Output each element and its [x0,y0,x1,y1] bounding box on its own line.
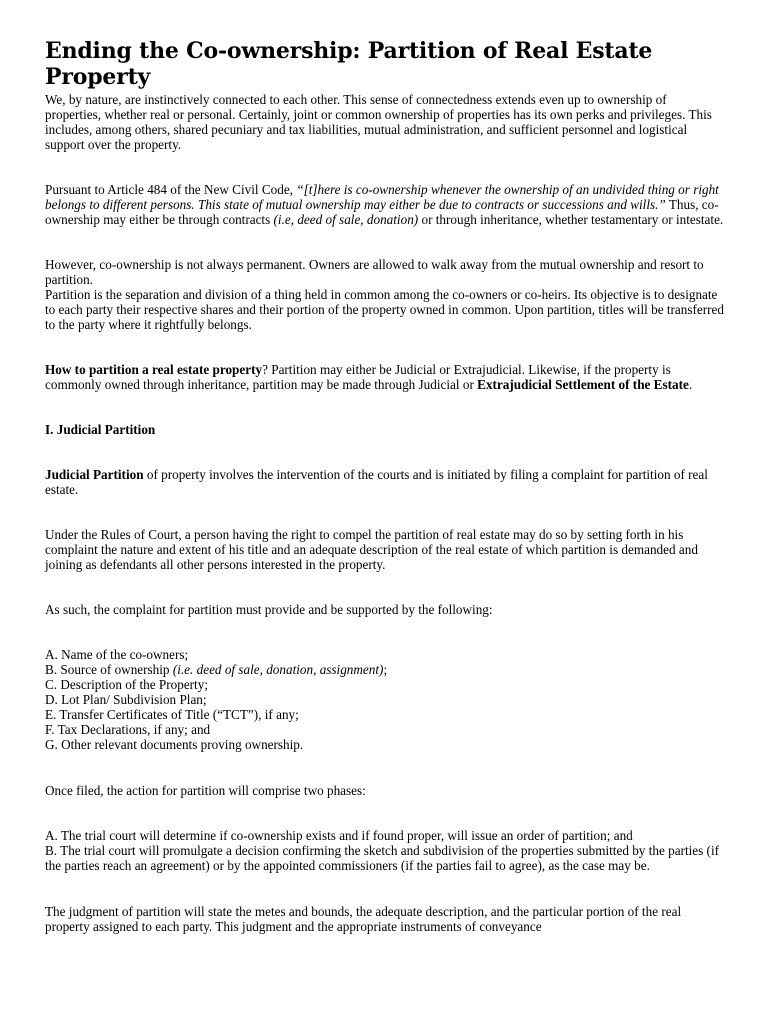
article-quote: “[t]here is co-ownership whenever the ownership of an undivided thing or right belongs to different persons. This state of mutual ownership may either be due to contracts or successions and wills.” [45,182,719,212]
requirements-list [45,647,725,752]
list-item-b-end: ; [383,662,388,677]
phases-list [45,828,725,873]
list-item: G. Other relevant documents proving ownership. [45,737,304,752]
partition-definition-paragraph: Partition is the separation and division of a thing held in common among the co-owners or co-heirs. Its objective is to designate to each party their respective shares and their portion of the property owned in common. Upon partition, titles will be transferred to the party where it rightfully belongs. [45,287,724,332]
list-item-b-italic: (i.e. deed of sale, donation, assignment) [172,662,384,677]
article-tail: or through inheritance, whether testamentary or intestate. [418,212,724,227]
page-title: Ending the Co-ownership: Partition of Real Estate Property [45,38,653,90]
permanence-paragraph: However, co-ownership is not always permanent. Owners are allowed to walk away from the mutual ownership and resort to partition. [45,257,704,287]
article-paren: (i.e, deed of sale, donation) [273,212,419,227]
how-to-paragraph [45,362,725,392]
intro-paragraph: We, by nature, are instinctively connected to each other. This sense of connectedness extends even up to ownership of properties, whether real or personal. Certainly, joint or common ownership of properties has its own perks and privileges. This includes, among others, shared pecuniary and tax liabilities, mutual administration, and sufficient personnel and logistical support over the property. [45,92,712,152]
article-484-paragraph [45,182,725,227]
how-to-lead: How to partition a real estate property [45,362,263,377]
complaint-intro-paragraph: As such, the complaint for partition must provide and be supported by the following: [45,602,493,617]
phases-intro-paragraph: Once filed, the action for partition will comprise two phases: [45,783,366,798]
how-to-bold-tail: Extrajudicial Settlement of the Estate [477,377,689,392]
judicial-paragraph [45,467,725,497]
list-item: E. Transfer Certificates of Title (“TCT”), if any; [45,707,299,722]
list-item: A. Name of the co-owners; [45,647,189,662]
document-page [45,38,725,934]
list-item: C. Description of the Property; [45,677,208,692]
article-mid: Thus, co-ownership may either be through contracts [45,197,719,227]
list-item-b-lead: B. Source of ownership [45,662,173,677]
list-item: D. Lot Plan/ Subdivision Plan; [45,692,207,707]
article-lead: Pursuant to Article 484 of the New Civil Code, [45,182,297,197]
section-heading-judicial: I. Judicial Partition [45,422,156,437]
how-to-end: . [688,377,693,392]
list-item: A. The trial court will determine if co-ownership exists and if found proper, will issue an order of partition; and [45,828,633,843]
list-item: F. Tax Declarations, if any; and [45,722,211,737]
how-to-text: ? Partition may either be Judicial or Extrajudicial. Likewise, if the property is commonly owned through inheritance, partition may be made through Judicial or [45,362,671,392]
judicial-text: of property involves the intervention of the courts and is initiated by filing a complaint for partition of real estate. [45,467,708,497]
judicial-lead: Judicial Partition [45,467,144,482]
list-item: B. The trial court will promulgate a decision confirming the sketch and subdivision of the properties submitted by the parties (if the parties reach an agreement) or by the appointed commissioners (if the parties fail to agree), as the case may be. [45,843,719,873]
judgment-paragraph: The judgment of partition will state the metes and bounds, the adequate description, and the particular portion of the real property assigned to each party. This judgment and the appropriate instruments of conveyance [45,904,682,934]
list-item [45,662,725,677]
rules-of-court-paragraph: Under the Rules of Court, a person having the right to compel the partition of real estate may do so by setting forth in his complaint the nature and extent of his title and an adequate description of the real estate of which partition is demanded and joining as defendants all other persons interested in the property. [45,527,698,572]
